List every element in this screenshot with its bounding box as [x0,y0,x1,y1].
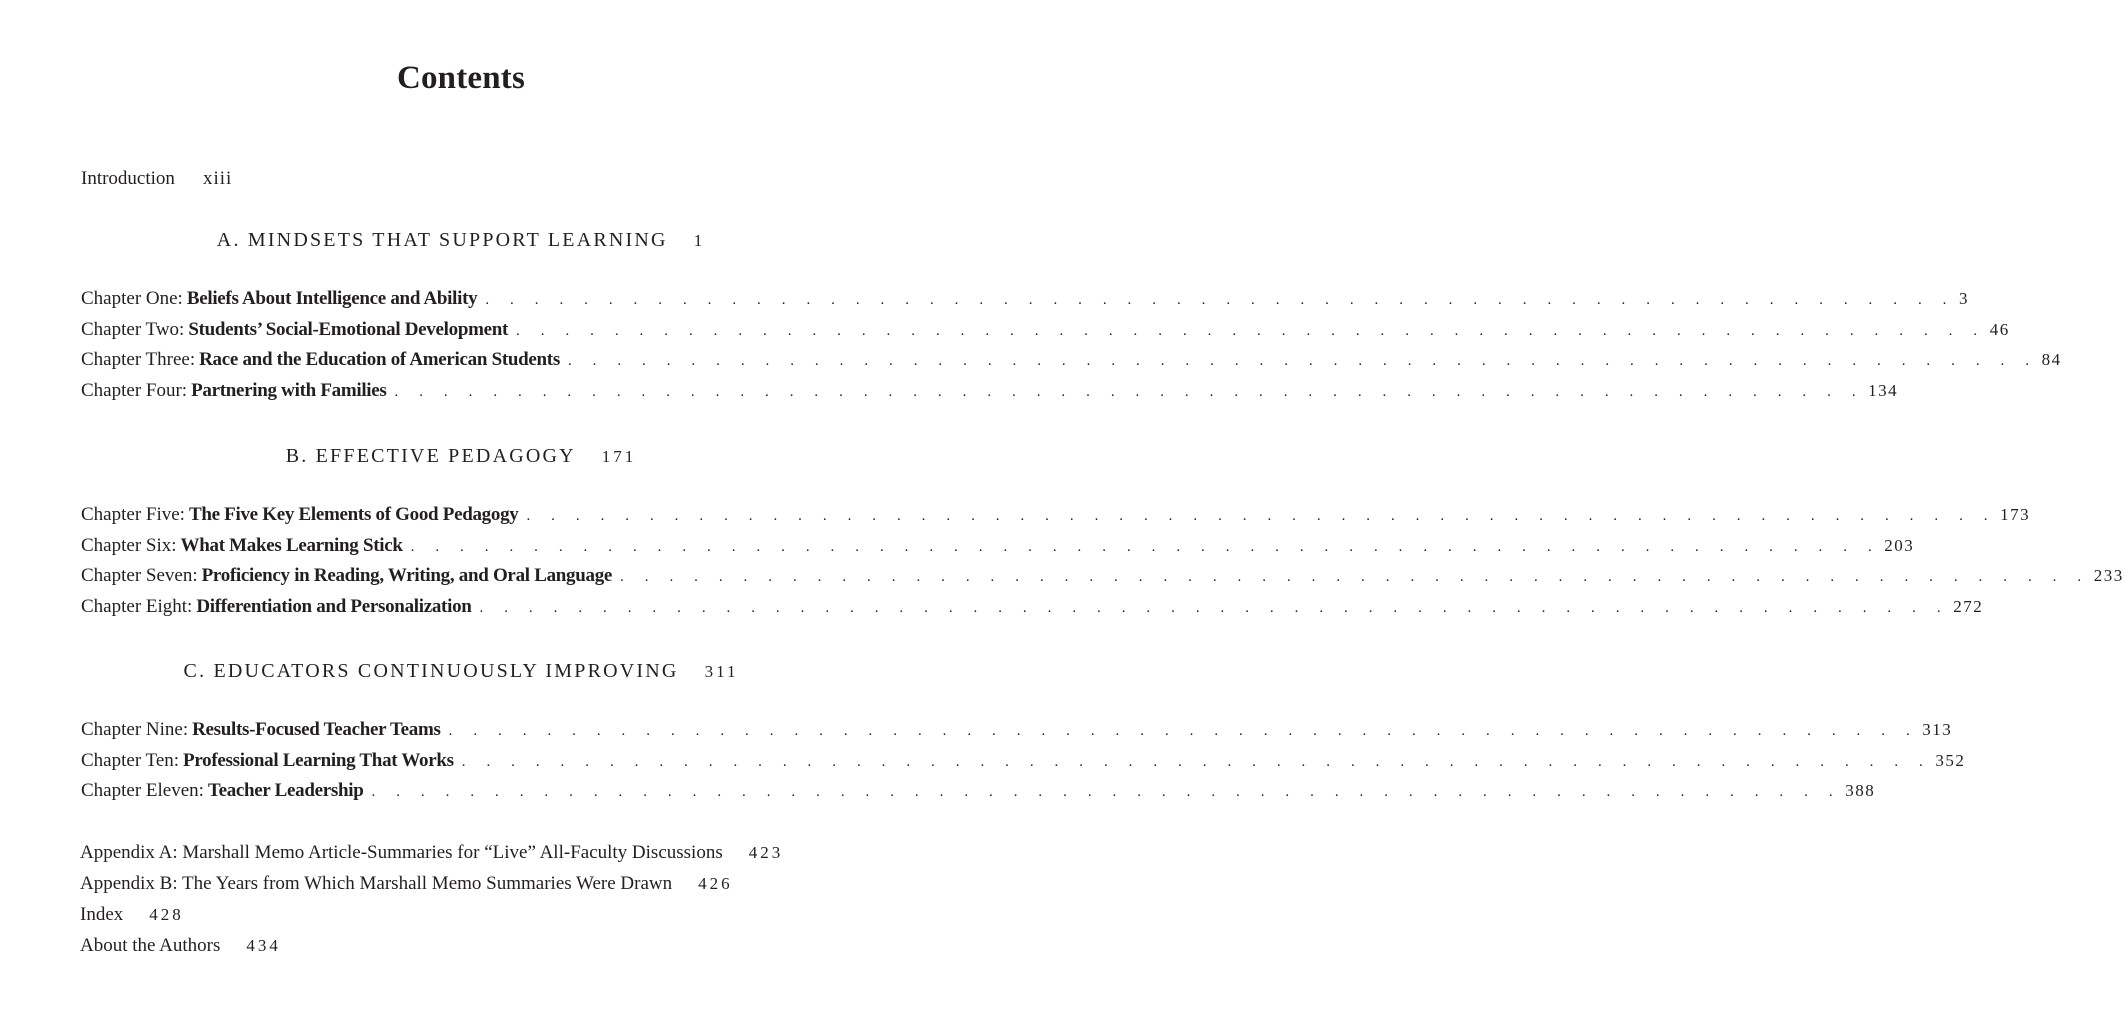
backmatter-entry[interactable] [80,904,880,935]
part-heading-a[interactable] [0,229,922,252]
chapter-entry[interactable] [81,565,2124,596]
dot-leader: . . . . . . . . . . . . . . . . . . . . . . . . . . . . . . . . . . . . . . . . . . . . . . . . . . . . . . . . . . . . [461,753,1932,770]
backmatter-list [80,842,880,966]
chapter-title: Partnering with Families [191,379,387,401]
chapter-list-c [81,719,1966,811]
part-heading-b[interactable] [0,445,922,468]
chapter-number: Chapter Eleven: [81,780,204,801]
chapter-entry[interactable] [81,719,1953,750]
chapter-title: What Makes Learning Stick [180,534,403,556]
backmatter-entry[interactable] [80,873,880,904]
chapter-page: 173 [2000,505,2031,524]
part-heading-text: A. MINDSETS THAT SUPPORT LEARNING [216,229,668,251]
chapter-entry[interactable] [81,534,1915,566]
chapter-title: Professional Learning That Works [183,749,454,771]
chapter-title: Results-Focused Teacher Teams [192,719,441,740]
chapter-number: Chapter Six: [81,534,177,556]
dot-leader: . . . . . . . . . . . . . . . . . . . . . . . . . . . . . . . . . . . . . . . . . . . . . . . . . . . . . . . . . . . . [448,723,1919,739]
dot-leader: . . . . . . . . . . . . . . . . . . . . . . . . . . . . . . . . . . . . . . . . . . . . . . . . . . . . . . . . . . . . [516,322,1986,339]
part-heading-page: 311 [704,662,739,681]
backmatter-entry[interactable] [80,935,880,966]
backmatter-label: Index [80,904,124,925]
dot-leader: . . . . . . . . . . . . . . . . . . . . . . . . . . . . . . . . . . . . . . . . . . . . . . . . . . . . . . . . . . . . [410,538,1881,555]
chapter-number: Chapter Five: [81,504,185,525]
dot-leader: . . . . . . . . . . . . . . . . . . . . . . . . . . . . . . . . . . . . . . . . . . . . . . . . . . . . . . . . . . . . [526,508,1997,524]
introduction-label: Introduction [81,168,175,189]
chapter-entry[interactable] [81,749,1966,781]
dot-leader: . . . . . . . . . . . . . . . . . . . . . . . . . . . . . . . . . . . . . . . . . . . . . . . . . . . . . . . . . . . . [394,383,1865,400]
chapter-page: 3 [1959,289,1969,308]
part-heading-text: C. EDUCATORS CONTINUOUSLY IMPROVING [183,660,679,682]
chapter-entry[interactable] [81,595,1984,627]
chapter-page: 233 [2093,566,2124,585]
chapter-number: Chapter Eight: [81,595,193,617]
part-heading-text: B. EFFECTIVE PEDAGOGY [285,445,576,467]
chapter-number: Chapter Two: [81,318,185,340]
chapter-number: Chapter Seven: [81,565,198,586]
chapter-title: Students’ Social-Emotional Development [188,318,509,340]
introduction-page: xiii [202,168,233,189]
backmatter-label: About the Authors [80,935,221,956]
chapter-list-b [81,504,2124,626]
chapter-number: Chapter Four: [81,379,188,401]
chapter-number: Chapter Ten: [81,749,180,771]
part-heading-page: 1 [693,231,706,250]
introduction-entry[interactable] [81,168,232,190]
chapter-page: 46 [1989,319,2010,339]
dot-leader: . . . . . . . . . . . . . . . . . . . . . . . . . . . . . . . . . . . . . . . . . . . . . . . . . . . . . . . . . . . . [479,599,1950,616]
part-heading-c[interactable] [0,660,922,683]
chapter-title: Beliefs About Intelligence and Ability [186,288,478,309]
chapter-page: 134 [1868,380,1899,400]
backmatter-page: 426 [698,874,733,893]
page-title: Contents [396,60,526,96]
chapter-title: The Five Key Elements of Good Pedagogy [188,504,519,525]
dot-leader: . . . . . . . . . . . . . . . . . . . . . . . . . . . . . . . . . . . . . . . . . . . . . . . . . . . . . . . . . . . . [620,569,2090,585]
chapter-entry[interactable] [81,318,2010,350]
chapter-number: Chapter One: [81,288,183,309]
backmatter-page: 428 [149,905,184,924]
chapter-number: Chapter Three: [81,349,196,370]
chapter-page: 313 [1922,720,1953,739]
chapter-entry[interactable] [81,288,1969,319]
chapter-page: 352 [1935,750,1966,770]
part-heading-page: 171 [601,447,637,466]
backmatter-label: Appendix B: The Years from Which Marshall Memo Summaries Were Drawn [80,873,673,894]
backmatter-entry[interactable] [80,842,880,873]
dot-leader: . . . . . . . . . . . . . . . . . . . . . . . . . . . . . . . . . . . . . . . . . . . . . . . . . . . . . . . . . . . . [567,353,2038,369]
dot-leader: . . . . . . . . . . . . . . . . . . . . . . . . . . . . . . . . . . . . . . . . . . . . . . . . . . . . . . . . . . . . [371,784,1842,800]
chapter-page: 203 [1884,535,1915,555]
chapter-page: 388 [1845,781,1876,800]
chapter-title: Differentiation and Personalization [196,595,472,617]
chapter-title: Race and the Education of American Students [199,349,560,370]
chapter-page: 272 [1953,596,1984,616]
chapter-entry[interactable] [81,379,1899,411]
chapter-title: Proficiency in Reading, Writing, and Oral Language [201,565,613,586]
backmatter-label: Appendix A: Marshall Memo Article-Summaries for “Live” All-Faculty Discussions [80,842,723,863]
chapter-entry[interactable] [81,504,2031,535]
chapter-page: 84 [2041,350,2062,369]
chapter-number: Chapter Nine: [81,719,189,740]
backmatter-page: 423 [748,843,784,862]
backmatter-page: 434 [246,936,281,955]
chapter-entry[interactable] [81,780,1876,811]
chapter-entry[interactable] [81,349,2062,380]
chapter-title: Teacher Leadership [207,780,364,801]
chapter-list-a [81,288,2062,410]
dot-leader: . . . . . . . . . . . . . . . . . . . . . . . . . . . . . . . . . . . . . . . . . . . . . . . . . . . . . . . . . . . . [485,292,1955,308]
